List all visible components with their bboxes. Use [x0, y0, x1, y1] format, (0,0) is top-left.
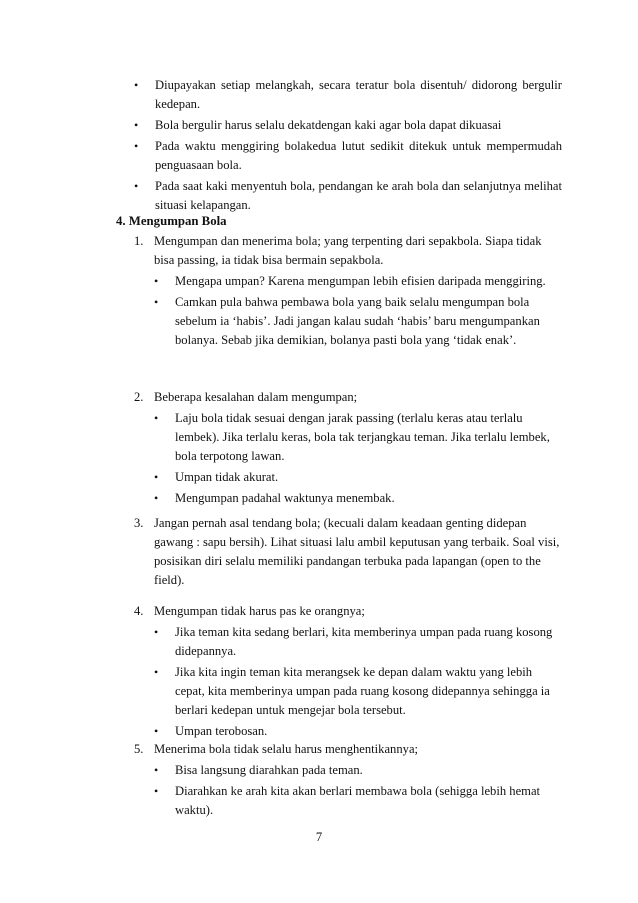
item-number: 5.	[134, 742, 144, 756]
numbered-item-5	[134, 740, 562, 822]
item-text: Mengumpan tidak harus pas ke orangnya;	[154, 604, 365, 618]
list-item: • Jika teman kita sedang berlari, kita memberinya umpan pada ruang kosong didepannya.	[154, 623, 562, 661]
list-item: • Mengapa umpan? Karena mengumpan lebih efisien daripada menggiring.	[154, 272, 562, 291]
list-item: • Pada saat kaki menyentuh bola, pendangan ke arah bola dan selanjutnya melihat situasi kelapangan.	[134, 177, 562, 215]
top-bullet-list	[134, 76, 562, 217]
item-number: 1.	[134, 234, 144, 248]
item-text: Beberapa kesalahan dalam mengumpan;	[154, 390, 358, 404]
item-number: 4.	[134, 604, 144, 618]
section-heading: 4. Mengumpan Bola	[116, 214, 227, 228]
list-item: • Bola bergulir harus selalu dekatdengan kaki agar bola dapat dikuasai	[134, 116, 562, 135]
list-item: • Bisa langsung diarahkan pada teman.	[154, 761, 562, 780]
list-item: • Laju bola tidak sesuai dengan jarak passing (terlalu keras atau terlalu lembek). Jika terlalu keras, bola tak terjangkau teman. Jika terlalu lembek, bola terpotong lawan.	[154, 409, 562, 466]
list-item: • Diupayakan setiap melangkah, secara teratur bola disentuh/ didorong bergulir kedepan.	[134, 76, 562, 114]
item-bullet-list	[154, 623, 562, 741]
list-item: • Mengumpan padahal waktunya menembak.	[154, 489, 562, 508]
list-item: • Jika kita ingin teman kita merangsek ke depan dalam waktu yang lebih cepat, kita memberinya umpan pada ruang kosong didepannya sehingga ia berlari kedepan untuk mengejar bola tersebut.	[154, 663, 562, 720]
item-text: Menerima bola tidak selalu harus menghentikannya;	[154, 742, 419, 756]
item-number: 3.	[134, 516, 144, 530]
list-item: • Umpan tidak akurat.	[154, 468, 562, 487]
numbered-item-2	[134, 388, 562, 510]
item-text: Mengumpan dan menerima bola; yang terpenting dari sepakbola. Siapa tidak bisa passing, ia tidak bisa bermain sepakbola.	[154, 234, 542, 267]
item-bullet-list	[154, 409, 562, 508]
item-bullet-list	[154, 761, 562, 820]
item-bullet-list	[154, 272, 562, 350]
list-item: • Pada waktu menggiring bolakedua lutut sedikit ditekuk untuk mempermudah penguasaan bola.	[134, 137, 562, 175]
list-item: • Camkan pula bahwa pembawa bola yang baik selalu mengumpan bola sebelum ia ‘habis’. Jadi jangan kalau sudah ‘habis’ baru mengumpankan bolanya. Sebab jika demikian, bolanya pasti bola yang ‘tidak enak’.	[154, 293, 562, 350]
numbered-item-4	[134, 602, 562, 743]
item-text: Jangan pernah asal tendang bola; (kecuali dalam keadaan genting didepan gawang : sapu bersih). Lihat situasi lalu ambil keputusan yang terbaik. Soal visi, posisikan diri selalu memiliki pandangan terbuka pada lapangan (open to the field).	[154, 516, 560, 587]
numbered-item-1	[134, 232, 562, 352]
list-item: • Diarahkan ke arah kita akan berlari membawa bola (sehigga lebih hemat waktu).	[154, 782, 562, 820]
item-number: 2.	[134, 390, 144, 404]
list-item: • Umpan terobosan.	[154, 722, 562, 741]
numbered-item-3	[134, 514, 562, 590]
page-number: 7	[315, 830, 323, 844]
